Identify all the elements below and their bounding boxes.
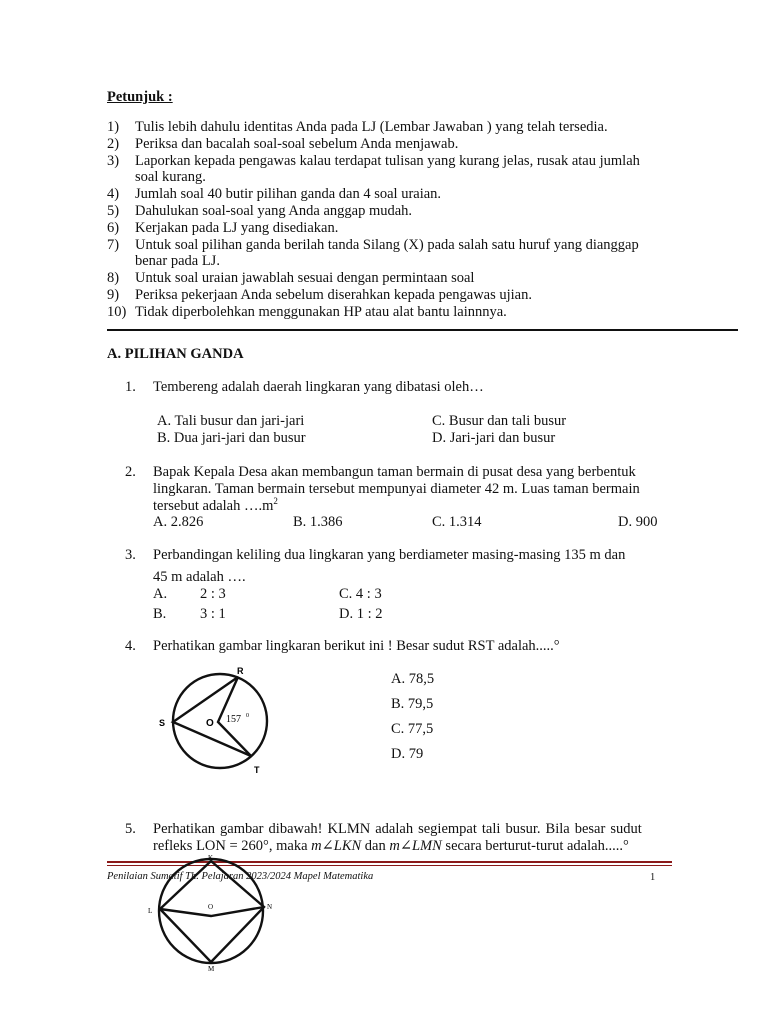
q4-label-o: O <box>206 718 214 729</box>
instruction-text: Tidak diperbolehkan menggunakan HP atau alat bantu lainnnya. <box>135 303 507 320</box>
footer-text: Penilaian Sumatif Th. Pelajaran 2023/2024 Mapel Matematika <box>107 871 374 882</box>
q3-option-b-label: B. <box>153 606 167 622</box>
instructions-title: Petunjuk : <box>107 89 173 105</box>
q5-angle-lkn: m∠LKN <box>311 838 362 854</box>
q3-option-d: D. 1 : 2 <box>339 606 383 622</box>
instruction-number: 8) <box>107 270 120 287</box>
instruction-number: 2) <box>107 135 120 152</box>
q2-option-c: C. 1.314 <box>432 514 482 530</box>
q5-number: 5. <box>125 821 136 837</box>
q4-label-s: S <box>159 718 166 728</box>
q2-line-2: lingkaran. Taman bermain tersebut mempunyai diameter 42 m. Luas taman bermain <box>153 481 640 497</box>
instruction-number: 9) <box>107 287 120 303</box>
q2-option-b: B. 1.386 <box>293 514 343 530</box>
q5-label-n: N <box>267 903 273 911</box>
q4-text: Perhatikan gambar lingkaran berikut ini ! Besar sudut RST adalah.....° <box>153 638 560 654</box>
instruction-number: 10) <box>107 303 127 320</box>
q5-label-o: O <box>208 903 214 911</box>
q4-option-b: B. 79,5 <box>391 696 434 712</box>
q4-option-c: C. 77,5 <box>391 721 434 737</box>
q2-option-d: D. 900 <box>618 514 658 530</box>
instruction-number: 6) <box>107 219 120 236</box>
q1-option-d: D. Jari-jari dan busur <box>432 430 556 446</box>
instruction-number: 3) <box>107 152 120 169</box>
instruction-number: 5) <box>107 203 120 219</box>
instruction-text: Untuk soal uraian jawablah sesuai dengan permintaan soal <box>135 270 475 287</box>
q1-option-c: C. Busur dan tali busur <box>432 413 567 429</box>
instruction-text: soal kurang. <box>135 169 206 186</box>
footer-page-number: 1 <box>650 872 656 883</box>
q1-text: Tembereng adalah daerah lingkaran yang dibatasi oleh… <box>153 379 484 395</box>
q5-line-1: Perhatikan gambar dibawah! KLMN adalah segiempat tali busur. Bila besar sudut <box>153 821 642 837</box>
q2-number: 2. <box>125 464 136 480</box>
section-a-heading: A. PILIHAN GANDA <box>107 346 244 362</box>
q3-option-b-value: 3 : 1 <box>200 606 226 622</box>
q5-label-l: L <box>148 907 153 915</box>
q4-option-a: A. 78,5 <box>391 671 435 687</box>
q1-option-a: A. Tali busur dan jari-jari <box>157 413 305 429</box>
instruction-text: Periksa dan bacalah soal-soal sebelum Anda menjawab. <box>135 135 459 152</box>
instruction-text: Laporkan kepada pengawas kalau terdapat tulisan yang kurang jelas, rusak atau jumlah <box>135 152 640 169</box>
instruction-number: 1) <box>107 119 120 135</box>
q3-option-c: C. 4 : 3 <box>339 586 382 602</box>
q2-line-1: Bapak Kepala Desa akan membangun taman bermain di pusat desa yang berbentuk <box>153 464 636 480</box>
q3-line-1: Perbandingan keliling dua lingkaran yang berdiameter masing-masing 135 m dan <box>153 547 626 563</box>
q1-option-b: B. Dua jari-jari dan busur <box>157 430 306 446</box>
instruction-text: Tulis lebih dahulu identitas Anda pada LJ (Lembar Jawaban ) yang telah tersedia. <box>135 119 608 135</box>
q5-line-2b: dan <box>361 838 390 854</box>
q2-option-a: A. 2.826 <box>153 514 204 530</box>
instruction-text: Kerjakan pada LJ yang disediakan. <box>135 219 339 236</box>
q2-line-3 <box>153 498 278 515</box>
q2-unit-exponent: 2 <box>273 496 278 507</box>
instruction-number: 7) <box>107 236 120 253</box>
q4-number: 4. <box>125 638 136 654</box>
instruction-text: Periksa pekerjaan Anda sebelum diserahkan kepada pengawas ujian. <box>135 287 532 303</box>
instruction-text: Dahulukan soal-soal yang Anda anggap mudah. <box>135 203 413 219</box>
q4-label-t: T <box>254 765 260 775</box>
q4-circle-figure <box>150 660 280 780</box>
instruction-number: 4) <box>107 186 120 203</box>
q5-line-2c: secara berturut-turut adalah.....° <box>441 838 629 854</box>
q3-line-2: 45 m adalah …. <box>153 569 246 585</box>
q4-angle-degree: 0 <box>246 713 249 719</box>
q3-option-a-label: A. <box>153 586 168 602</box>
instruction-text: Jumlah soal 40 butir pilihan ganda dan 4 soal uraian. <box>135 186 442 203</box>
section-divider <box>107 329 738 331</box>
q2-line-3-text: tersebut adalah ….m <box>153 498 274 514</box>
q4-angle-value: 157 <box>226 714 241 725</box>
q1-number: 1. <box>125 379 136 395</box>
q5-angle-lmn: m∠LMN <box>389 838 442 854</box>
instruction-text: Untuk soal pilihan ganda berilah tanda Silang (X) pada salah satu huruf yang dianggap <box>135 236 639 253</box>
q3-number: 3. <box>125 547 136 563</box>
q5-label-m: M <box>208 965 215 973</box>
instruction-text: benar pada LJ. <box>135 253 220 270</box>
q3-option-a-value: 2 : 3 <box>200 586 226 602</box>
q4-label-r: R <box>237 666 244 676</box>
q4-option-d: D. 79 <box>391 746 424 762</box>
q5-circle-figure <box>145 852 280 977</box>
q5-label-k: K <box>208 854 214 862</box>
q5-line-2a: refleks LON = 260°, maka <box>153 838 312 854</box>
